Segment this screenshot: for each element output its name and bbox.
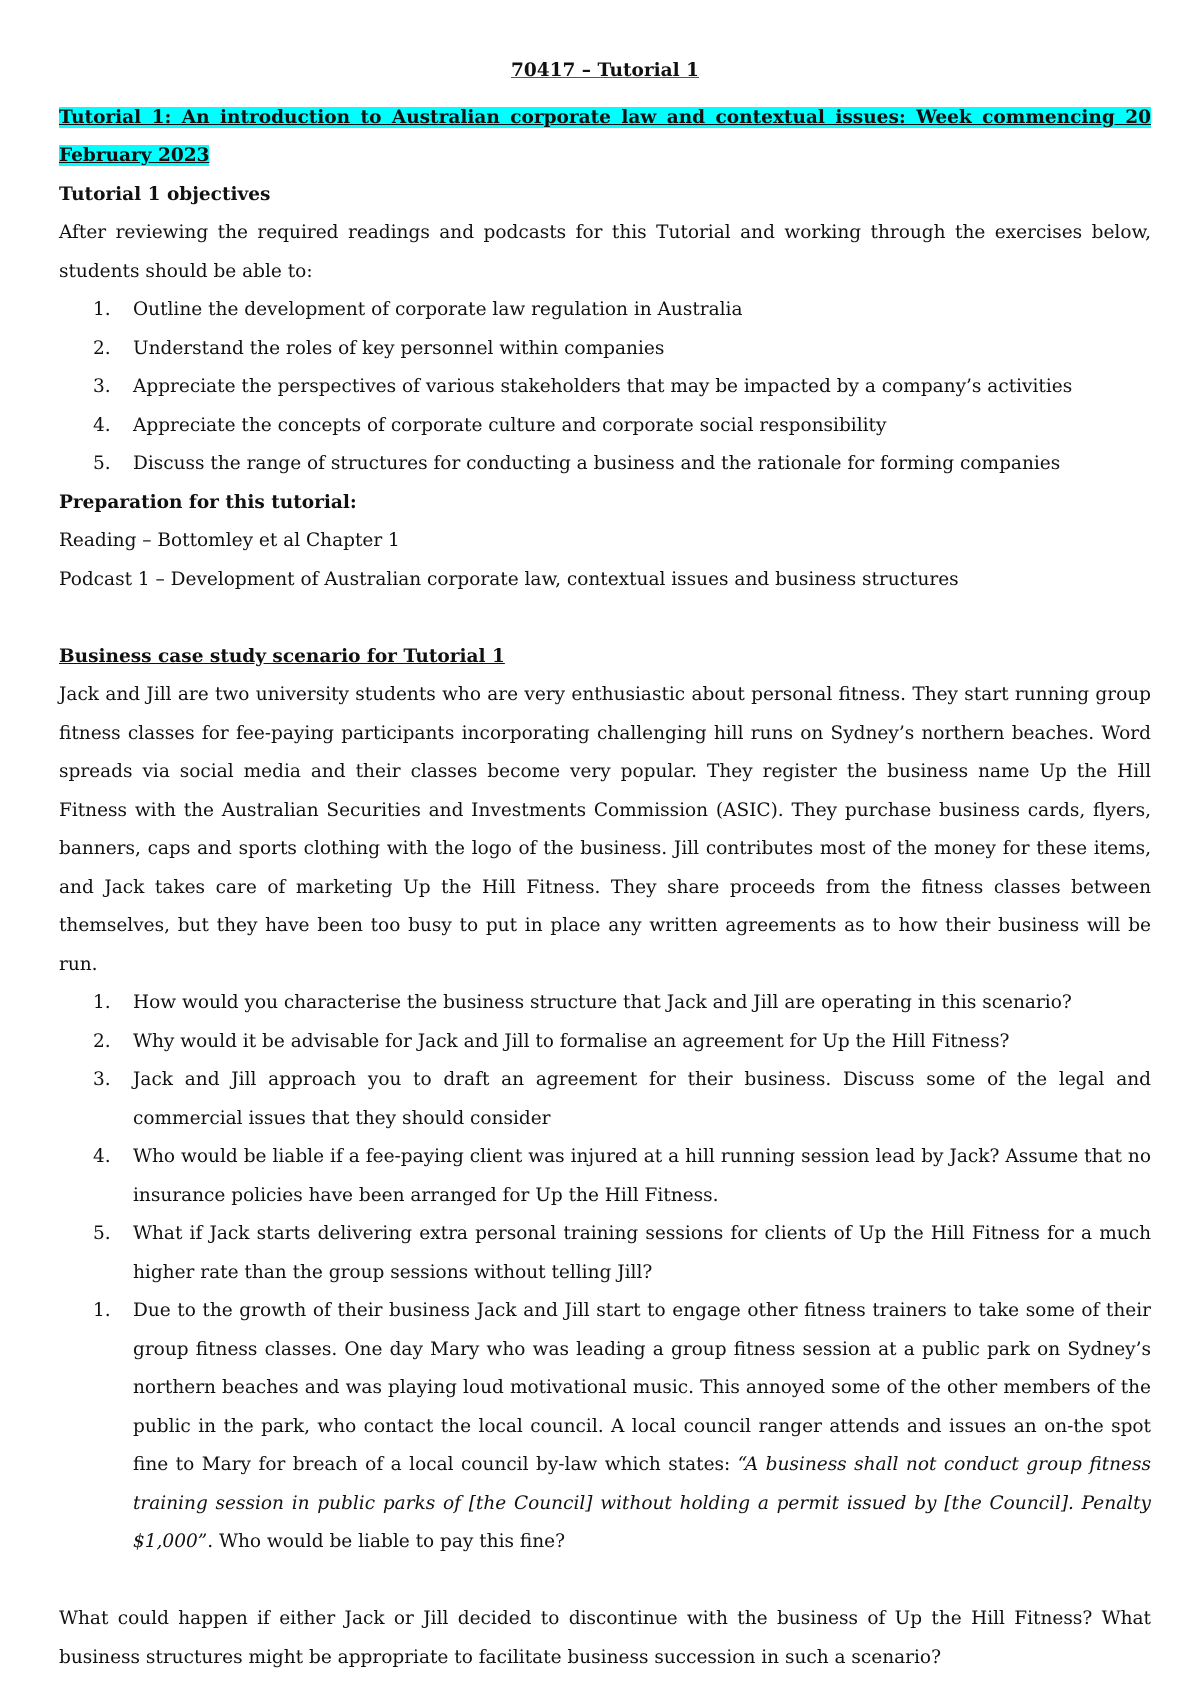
question-item	[59, 1138, 1151, 1215]
question-item	[59, 1061, 1151, 1138]
blank-line	[59, 1562, 1151, 1601]
objectives-list	[59, 291, 1151, 484]
podcast-line: Podcast 1 – Development of Australian corporate law, contextual issues and business structures	[59, 568, 959, 590]
objective-text: Discuss the range of structures for conducting a business and the rationale for forming companies	[133, 453, 1061, 474]
question-number: 2.	[93, 1030, 111, 1052]
case-study-text: Jack and Jill are two university students who are very enthusiastic about personal fitness. They start running group fitness classes for fee-paying participants incorporating challenging hill runs on Sydney’s northern beaches. Word spreads via social media and their classes become very popular. They register the business name Up the Hill Fitness with the Australian Securities and Investments Commission (ASIC). They purchase business cards, flyers, banners, caps and sports clothing with the logo of the business. Jill contributes most of the money for these items, and Jack takes care of marketing Up the Hill Fitness. They share proceeds from the fitness classes between themselves, but they have been too busy to put in place any written agreements as to how their business will be run.	[59, 684, 1151, 975]
document-title: 70417 – Tutorial 1	[511, 60, 699, 81]
question-number: 1.	[93, 992, 111, 1013]
question-number: 4.	[93, 1146, 111, 1167]
objectives-intro: After reviewing the required readings and podcasts for this Tutorial and working through the exercises below, students should be able to:	[59, 222, 1151, 282]
objective-item	[59, 330, 1151, 369]
objective-number: 5.	[93, 453, 111, 474]
question-number: 1.	[93, 1300, 111, 1321]
objective-item	[59, 291, 1151, 330]
question-item	[59, 1292, 1151, 1562]
final-question: What could happen if either Jack or Jill decided to discontinue with the business of Up the Hill Fitness? What business structures might be appropriate to facilitate business succession in such a scenario?	[59, 1608, 1151, 1668]
objective-text: Outline the development of corporate law regulation in Australia	[133, 299, 743, 320]
objective-item	[59, 368, 1151, 407]
question-text: What if Jack starts delivering extra personal training sessions for clients of Up the Hill Fitness for a much higher rate than the group sessions without telling Jill?	[133, 1223, 1151, 1283]
blank-line	[59, 599, 1151, 638]
question-item	[59, 1215, 1151, 1292]
reading-line: Reading – Bottomley et al Chapter 1	[59, 530, 400, 551]
objective-item	[59, 407, 1151, 446]
question-item	[59, 1023, 1151, 1062]
objectives-title: Tutorial 1 objectives	[59, 183, 271, 205]
objective-number: 4.	[93, 414, 111, 436]
bylaw-quote: “A business shall not conduct group fitness training session in public parks of [the Council] without holding a permit issued by [the Council]. Penalty $1,000”	[133, 1454, 1151, 1552]
case-study-title: Business case study scenario for Tutorial 1	[59, 645, 505, 667]
question-text: Jack and Jill approach you to draft an agreement for their business. Discuss some of the legal and commercial issues that they should consider	[133, 1069, 1151, 1129]
question-item	[59, 984, 1151, 1023]
objective-item	[59, 445, 1151, 484]
question-text: Who would be liable if a fee-paying client was injured at a hill running session lead by Jack? Assume that no insurance policies have been arranged for Up the Hill Fitness.	[133, 1146, 1151, 1206]
objective-text: Appreciate the concepts of corporate culture and corporate social responsibility	[133, 414, 887, 436]
objective-number: 1.	[93, 299, 111, 320]
question-text-end: . Who would be liable to pay this fine?	[207, 1531, 565, 1552]
question-number: 3.	[93, 1069, 111, 1090]
question-text: Why would it be advisable for Jack and Jill to formalise an agreement for Up the Hill Fitness?	[133, 1030, 1010, 1052]
question-text: How would you characterise the business structure that Jack and Jill are operating in this scenario?	[133, 992, 1072, 1013]
objective-number: 3.	[93, 376, 111, 397]
objective-number: 2.	[93, 337, 111, 359]
question-number: 5.	[93, 1223, 111, 1244]
tutorial-heading-text: Tutorial 1: An introduction to Australian corporate law and contextual issues: Week commencing 20 February 2023	[59, 106, 1151, 166]
document-page	[59, 52, 1151, 1677]
question-text: Due to the growth of their business Jack and Jill start to engage other fitness trainers to take some of their group fitness classes. One day Mary who was leading a group fitness session at a public park on Sydney’s northern beaches and was playing loud motivational music. This annoyed some of the other members of the public in the park, who contact the local council. A local council ranger attends and issues an on-the spot fine to Mary for breach of a local council by-law which states:	[133, 1300, 1151, 1475]
objective-text: Understand the roles of key personnel within companies	[133, 337, 665, 359]
questions-list	[59, 984, 1151, 1562]
preparation-title: Preparation for this tutorial:	[59, 491, 357, 513]
tutorial-heading	[59, 99, 1151, 176]
objective-text: Appreciate the perspectives of various stakeholders that may be impacted by a company’s activities	[133, 376, 1073, 397]
